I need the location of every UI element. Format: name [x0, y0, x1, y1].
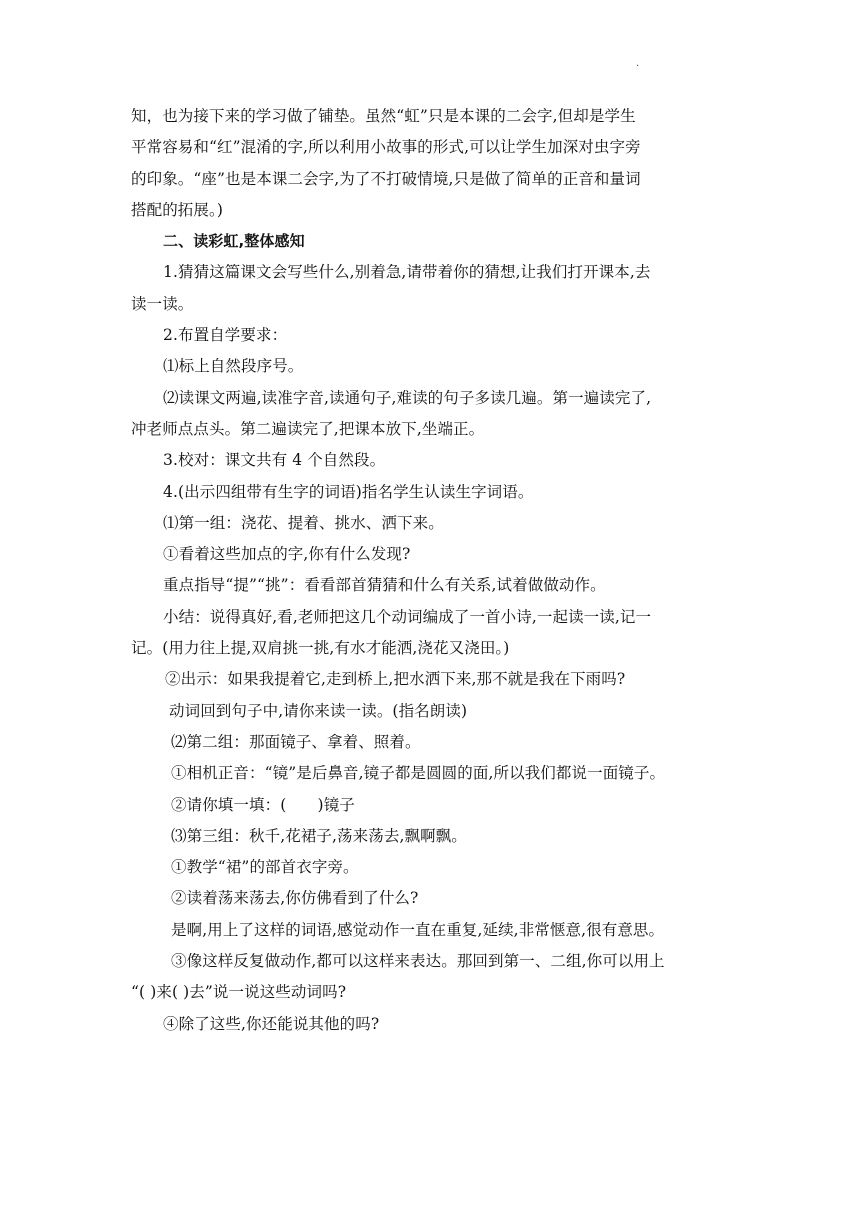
paragraph-line: ②读着荡来荡去,你仿佛看到了什么?: [171, 889, 419, 908]
header-dot: .: [636, 58, 640, 69]
paragraph-line: ⑴标上自然段序号。: [163, 357, 304, 376]
paragraph-line: 平常容易和“红”混淆的字,所以利用小故事的形式,可以让学生加深对虫字旁: [131, 138, 641, 157]
paragraph-line: 的印象。“座”也是本课二会字,为了不打破情境,只是做了简单的正音和量词: [131, 169, 641, 188]
paragraph-line: ⑵第二组：那面镜子、拿着、照着。: [171, 732, 421, 751]
paragraph-line: ③像这样反复做动作,都可以这样来表达。那回到第一、二组,你可以用上: [171, 952, 665, 971]
paragraph-line: ②出示：如果我提着它,走到桥上,把水洒下来,那不就是我在下雨吗?: [165, 670, 626, 689]
paragraph-line: 小结：说得真好,看,老师把这几个动词编成了一首小诗,一起读一读,记一: [163, 607, 652, 626]
paragraph-line: 搭配的拓展。): [131, 200, 223, 219]
paragraph-line: 2.布置自学要求：: [163, 326, 288, 345]
paragraph-line: 是啊,用上了这样的词语,感觉动作一直在重复,延续,非常惬意,很有意思。: [171, 920, 665, 939]
paragraph-line: ⑶第三组：秋千,花裙子,荡来荡去,飘啊飘。: [171, 826, 467, 845]
paragraph-line: 4.(出示四组带有生字的词语)指名学生认读生字词语。: [163, 482, 534, 501]
paragraph-line: 知，也为接下来的学习做了铺垫。虽然“虹”只是本课的二会字,但却是学生: [131, 107, 636, 125]
paragraph-line: 1.猜猜这篇课文会写些什么,别着急,请带着你的猜想,让我们打开课本,去: [163, 263, 651, 282]
paragraph-line: 重点指导“提”“挑”：看看部首猜猜和什么有关系,试着做做动作。: [163, 576, 606, 595]
paragraph-line: “( )来( )去”说一说这些动词吗?: [131, 983, 347, 1002]
paragraph-line: ④除了这些,你还能说其他的吗?: [163, 1014, 380, 1033]
paragraph-line: ⑴第一组：浇花、提着、挑水、洒下来。: [163, 513, 444, 532]
paragraph-line: 动词回到句子中,请你来读一读。(指名朗读): [169, 701, 468, 720]
document-body: [131, 101, 731, 1040]
paragraph-line: 冲老师点点头。第二遍读完了,把课本放下,坐端正。: [131, 419, 485, 438]
paragraph-line: 读一读。: [131, 294, 194, 313]
section-heading: 二、读彩虹,整体感知: [163, 232, 305, 251]
paragraph-line: ①看着这些加点的字,你有什么发现?: [163, 545, 411, 564]
paragraph-line: ②请你填一填：( )镜子: [171, 795, 355, 814]
paragraph-line: 记。(用力往上提,双肩挑一挑,有水才能洒,浇花又浇田。): [131, 639, 510, 658]
paragraph-line: ①相机正音：“镜”是后鼻音,镜子都是圆圆的面,所以我们都说一面镜子。: [171, 764, 666, 783]
paragraph-line: ⑵读课文两遍,读准字音,读通句子,难读的句子多读几遍。第一遍读完了,: [163, 388, 652, 407]
paragraph-line: 3.校对：课文共有 4 个自然段。: [163, 451, 386, 470]
paragraph-line: ①教学“裙”的部首衣字旁。: [171, 858, 359, 877]
